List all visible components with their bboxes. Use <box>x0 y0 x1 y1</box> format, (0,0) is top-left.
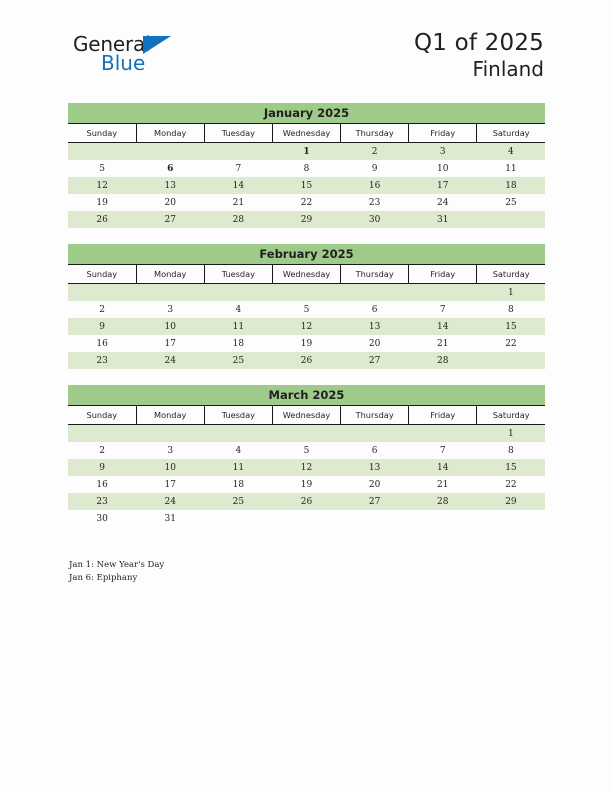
day-cell[interactable]: 29 <box>477 493 545 510</box>
day-cell[interactable]: 8 <box>477 442 545 459</box>
weekday-label: Friday <box>409 268 476 281</box>
weekday-header-saturday <box>477 406 545 425</box>
day-cell[interactable]: 31 <box>409 211 477 228</box>
day-cell[interactable]: 13 <box>136 177 204 194</box>
week-row <box>68 284 545 302</box>
weekday-label: Tuesday <box>205 268 272 281</box>
quarter-calendar <box>68 103 545 543</box>
weekday-label: Thursday <box>341 127 408 140</box>
day-cell[interactable]: 19 <box>272 476 340 493</box>
day-cell[interactable]: 2 <box>341 143 409 161</box>
day-cell[interactable]: 23 <box>341 194 409 211</box>
weekday-header-friday <box>409 124 477 143</box>
day-cell[interactable]: 29 <box>272 211 340 228</box>
day-cell[interactable]: 1 <box>477 425 545 443</box>
day-cell[interactable]: 16 <box>68 476 136 493</box>
day-cell[interactable]: 27 <box>136 211 204 228</box>
day-cell-empty <box>409 425 477 443</box>
day-cell-empty <box>204 284 272 302</box>
day-cell[interactable]: 13 <box>341 318 409 335</box>
weekday-header-tuesday <box>204 406 272 425</box>
month-block <box>68 244 545 369</box>
weekday-header-thursday <box>341 406 409 425</box>
weekday-header-saturday <box>477 265 545 284</box>
day-cell[interactable]: 5 <box>272 301 340 318</box>
weekday-header-wednesday <box>272 406 340 425</box>
weekday-header-thursday <box>341 265 409 284</box>
day-cell[interactable]: 24 <box>136 493 204 510</box>
week-row <box>68 510 545 527</box>
day-cell[interactable]: 5 <box>272 442 340 459</box>
day-cell[interactable]: 5 <box>68 160 136 177</box>
weekday-label: Thursday <box>341 268 408 281</box>
weekday-label: Wednesday <box>273 409 340 422</box>
day-cell[interactable]: 4 <box>204 301 272 318</box>
week-row <box>68 194 545 211</box>
month-title: February 2025 <box>68 244 545 264</box>
weekday-header-wednesday <box>272 124 340 143</box>
day-cell[interactable]: 17 <box>409 177 477 194</box>
holiday-note: Jan 1: New Year's Day <box>69 560 165 570</box>
week-row <box>68 211 545 228</box>
month-grid <box>68 405 545 527</box>
day-cell[interactable]: 28 <box>204 211 272 228</box>
day-cell[interactable]: 16 <box>68 335 136 352</box>
day-cell-empty <box>409 510 477 527</box>
week-row <box>68 476 545 493</box>
weekday-label: Wednesday <box>273 268 340 281</box>
weekday-header-monday <box>136 406 204 425</box>
week-row <box>68 301 545 318</box>
day-cell[interactable]: 6 <box>341 301 409 318</box>
day-cell[interactable]: 6 <box>136 160 204 177</box>
day-cell[interactable]: 16 <box>341 177 409 194</box>
day-cell[interactable]: 22 <box>477 476 545 493</box>
day-cell[interactable]: 4 <box>204 442 272 459</box>
day-cell[interactable]: 10 <box>136 318 204 335</box>
day-cell-empty <box>272 510 340 527</box>
day-cell-empty <box>136 143 204 161</box>
day-cell[interactable]: 22 <box>477 335 545 352</box>
day-cell[interactable]: 17 <box>136 335 204 352</box>
day-cell-empty <box>272 284 340 302</box>
logo-triangle-icon <box>143 36 171 54</box>
day-cell[interactable]: 28 <box>409 352 477 369</box>
month-grid <box>68 264 545 369</box>
day-cell[interactable]: 20 <box>136 194 204 211</box>
day-cell-empty <box>477 352 545 369</box>
day-cell[interactable]: 18 <box>204 335 272 352</box>
day-cell-empty <box>68 425 136 443</box>
weekday-label: Friday <box>409 127 476 140</box>
weekday-label: Sunday <box>68 127 136 140</box>
weekday-header-sunday <box>68 406 136 425</box>
day-cell-empty <box>68 284 136 302</box>
day-cell[interactable]: 12 <box>272 459 340 476</box>
day-cell[interactable]: 15 <box>272 177 340 194</box>
weekday-label: Monday <box>137 268 204 281</box>
weekday-header-wednesday <box>272 265 340 284</box>
weekday-label: Friday <box>409 409 476 422</box>
week-row <box>68 493 545 510</box>
day-cell[interactable]: 13 <box>341 459 409 476</box>
day-cell[interactable]: 15 <box>477 318 545 335</box>
day-cell[interactable]: 19 <box>68 194 136 211</box>
day-cell[interactable]: 7 <box>409 442 477 459</box>
day-cell-empty <box>136 425 204 443</box>
week-row <box>68 442 545 459</box>
day-cell[interactable]: 10 <box>136 459 204 476</box>
day-cell[interactable]: 9 <box>68 318 136 335</box>
day-cell[interactable]: 7 <box>409 301 477 318</box>
week-row <box>68 352 545 369</box>
day-cell[interactable]: 18 <box>477 177 545 194</box>
day-cell[interactable]: 23 <box>68 493 136 510</box>
day-cell[interactable]: 27 <box>341 352 409 369</box>
weekday-header-row <box>68 406 545 425</box>
day-cell-empty <box>68 143 136 161</box>
day-cell[interactable]: 24 <box>409 194 477 211</box>
day-cell[interactable]: 28 <box>409 493 477 510</box>
day-cell[interactable]: 15 <box>477 459 545 476</box>
day-cell[interactable]: 3 <box>409 143 477 161</box>
day-cell[interactable]: 19 <box>272 335 340 352</box>
day-cell[interactable]: 23 <box>68 352 136 369</box>
day-cell[interactable]: 12 <box>272 318 340 335</box>
day-cell-empty <box>477 211 545 228</box>
day-cell[interactable]: 26 <box>272 352 340 369</box>
day-cell[interactable]: 14 <box>409 318 477 335</box>
weekday-label: Saturday <box>477 268 545 281</box>
day-cell[interactable]: 3 <box>136 442 204 459</box>
day-cell-empty <box>341 284 409 302</box>
weekday-header-tuesday <box>204 265 272 284</box>
day-cell[interactable]: 18 <box>204 476 272 493</box>
weekday-header-row <box>68 124 545 143</box>
day-cell-empty <box>409 284 477 302</box>
day-cell[interactable]: 11 <box>204 318 272 335</box>
weekday-label: Tuesday <box>205 127 272 140</box>
day-cell[interactable]: 31 <box>136 510 204 527</box>
weekday-label: Sunday <box>68 409 136 422</box>
title-block <box>414 30 544 83</box>
weekday-label: Saturday <box>477 409 545 422</box>
day-cell[interactable]: 30 <box>341 211 409 228</box>
weekday-header-tuesday <box>204 124 272 143</box>
day-cell[interactable]: 3 <box>136 301 204 318</box>
day-cell[interactable]: 25 <box>204 352 272 369</box>
month-grid <box>68 123 545 228</box>
day-cell[interactable]: 21 <box>409 335 477 352</box>
month-title: January 2025 <box>68 103 545 123</box>
day-cell-empty <box>136 284 204 302</box>
holiday-note: Jan 6: Epiphany <box>69 573 138 583</box>
weekday-header-thursday <box>341 124 409 143</box>
day-cell[interactable]: 20 <box>341 335 409 352</box>
day-cell[interactable]: 9 <box>68 459 136 476</box>
day-cell-empty <box>204 425 272 443</box>
month-block <box>68 103 545 228</box>
week-row <box>68 177 545 194</box>
day-cell[interactable]: 27 <box>341 493 409 510</box>
day-cell-empty <box>341 425 409 443</box>
day-cell[interactable]: 1 <box>477 284 545 302</box>
day-cell[interactable]: 10 <box>409 160 477 177</box>
day-cell[interactable]: 21 <box>409 476 477 493</box>
day-cell[interactable]: 26 <box>68 211 136 228</box>
day-cell[interactable]: 11 <box>204 459 272 476</box>
weekday-label: Monday <box>137 409 204 422</box>
day-cell[interactable]: 14 <box>204 177 272 194</box>
week-row <box>68 160 545 177</box>
page-title: Q1 of 2025 <box>413 30 544 56</box>
weekday-header-monday <box>136 124 204 143</box>
day-cell[interactable]: 12 <box>68 177 136 194</box>
holiday-notes <box>69 559 164 585</box>
day-cell[interactable]: 7 <box>204 160 272 177</box>
week-row <box>68 459 545 476</box>
weekday-label: Wednesday <box>273 127 340 140</box>
day-cell-empty <box>204 510 272 527</box>
weekday-header-sunday <box>68 265 136 284</box>
day-cell-empty <box>341 510 409 527</box>
day-cell[interactable]: 22 <box>272 194 340 211</box>
day-cell[interactable]: 2 <box>68 442 136 459</box>
day-cell[interactable]: 8 <box>477 301 545 318</box>
weekday-label: Thursday <box>341 409 408 422</box>
day-cell[interactable]: 6 <box>341 442 409 459</box>
weekday-label: Sunday <box>68 268 136 281</box>
weekday-header-saturday <box>477 124 545 143</box>
day-cell[interactable]: 24 <box>136 352 204 369</box>
weekday-label: Tuesday <box>205 409 272 422</box>
general-blue-logo[interactable] <box>73 34 183 78</box>
day-cell[interactable]: 17 <box>136 476 204 493</box>
page-header <box>0 0 612 82</box>
weekday-header-row <box>68 265 545 284</box>
weekday-header-sunday <box>68 124 136 143</box>
weekday-label: Saturday <box>477 127 545 140</box>
day-cell[interactable]: 9 <box>341 160 409 177</box>
day-cell[interactable]: 14 <box>409 459 477 476</box>
day-cell[interactable]: 25 <box>477 194 545 211</box>
week-row <box>68 318 545 335</box>
day-cell[interactable]: 1 <box>272 143 340 161</box>
day-cell[interactable]: 21 <box>204 194 272 211</box>
page-subtitle: Finland <box>472 57 544 82</box>
day-cell[interactable]: 8 <box>272 160 340 177</box>
week-row <box>68 335 545 352</box>
logo-text-blue: Blue <box>101 51 146 75</box>
month-block <box>68 385 545 527</box>
day-cell[interactable]: 2 <box>68 301 136 318</box>
week-row <box>68 143 545 161</box>
weekday-label: Monday <box>137 127 204 140</box>
day-cell-empty <box>204 143 272 161</box>
logo-general-label: General <box>73 32 151 56</box>
day-cell[interactable]: 25 <box>204 493 272 510</box>
day-cell[interactable]: 11 <box>477 160 545 177</box>
weekday-header-friday <box>409 406 477 425</box>
day-cell[interactable]: 4 <box>477 143 545 161</box>
day-cell[interactable]: 20 <box>341 476 409 493</box>
weekday-header-monday <box>136 265 204 284</box>
month-title: March 2025 <box>68 385 545 405</box>
day-cell-empty <box>272 425 340 443</box>
day-cell-empty <box>477 510 545 527</box>
day-cell[interactable]: 30 <box>68 510 136 527</box>
week-row <box>68 425 545 443</box>
weekday-header-friday <box>409 265 477 284</box>
day-cell[interactable]: 26 <box>272 493 340 510</box>
